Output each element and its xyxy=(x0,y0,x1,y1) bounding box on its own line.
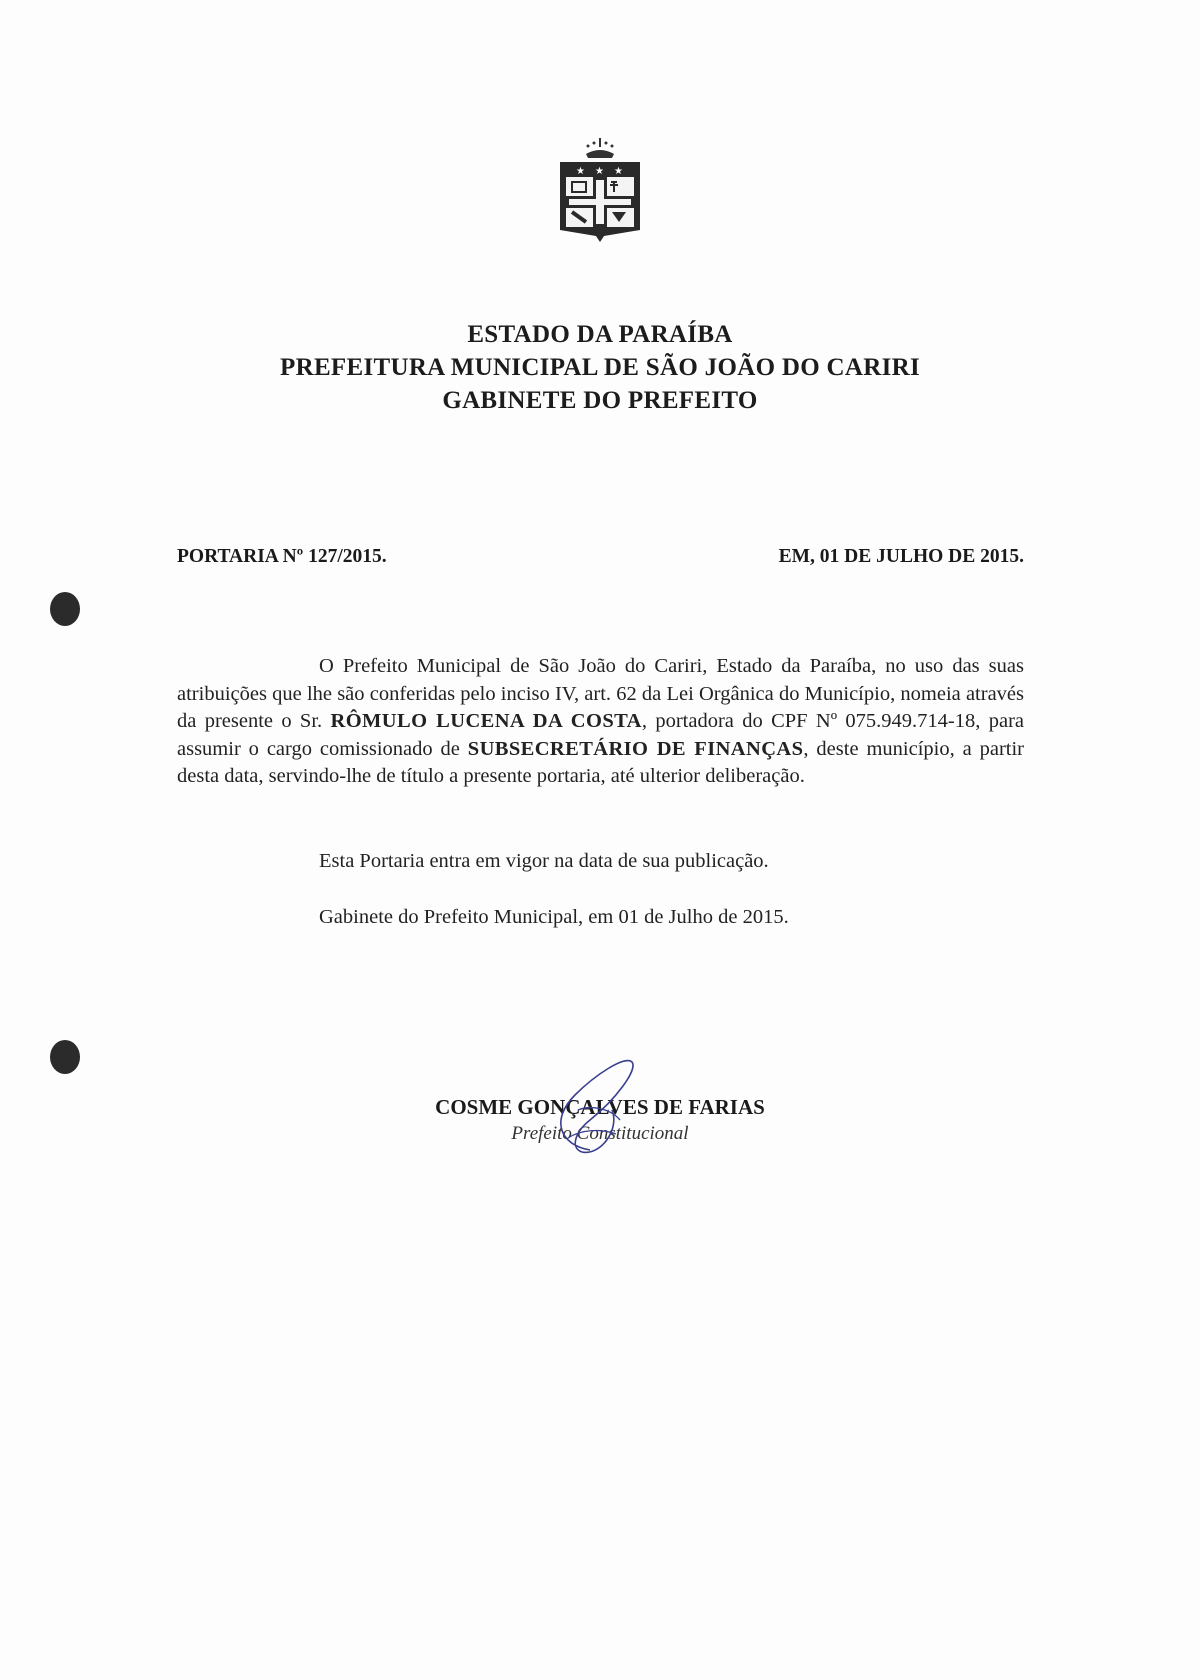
municipal-coat-of-arms-icon xyxy=(548,138,652,258)
svg-text:★: ★ xyxy=(576,166,585,177)
handwritten-signature-icon xyxy=(520,1050,670,1160)
document-header xyxy=(0,318,1200,417)
municipality-title: PREFEITURA MUNICIPAL DE SÃO JOÃO DO CARIRI xyxy=(280,354,920,381)
state-title: ESTADO DA PARAÍBA xyxy=(467,321,733,348)
issue-place-paragraph: Gabinete do Prefeito Municipal, em 01 de Julho de 2015. xyxy=(319,906,789,928)
office-title: GABINETE DO PREFEITO xyxy=(442,387,758,414)
paragraph-text-part1: O Prefeito Municipal de São João do Cariri, Estado da Paraíba, no uso das suas atribuições que lhe são conferidas pelo inciso IV, art. 62 da Lei Orgânica do Município, nomeia através da presente o Sr. xyxy=(177,655,1024,732)
effective-date-paragraph: Esta Portaria entra em vigor na data de sua publicação. xyxy=(319,850,769,872)
portaria-number: PORTARIA Nº 127/2015. xyxy=(177,546,387,567)
signatory-name: COSME GONÇALVES DE FARIAS xyxy=(435,1095,765,1119)
appointee-name: RÔMULO LUCENA DA COSTA xyxy=(330,710,642,732)
svg-text:★: ★ xyxy=(595,166,604,177)
portaria-date: EM, 01 DE JULHO DE 2015. xyxy=(778,546,1024,567)
paragraph-text-part2: , portadora do CPF Nº 075.949.714-18, para assumir o cargo comissionado de xyxy=(177,710,1024,760)
paragraph-text-part3: , deste município, a partir desta data, servindo-lhe de título a presente portaria, até ulterior deliberação. xyxy=(177,737,1024,787)
punch-hole xyxy=(50,592,80,626)
svg-text:★: ★ xyxy=(614,166,623,177)
punch-hole xyxy=(50,1040,80,1074)
main-paragraph xyxy=(177,653,1024,791)
signatory-role: Prefeito Constitucional xyxy=(511,1123,689,1144)
appointed-office: SUBSECRETÁRIO DE FINANÇAS xyxy=(467,737,804,760)
